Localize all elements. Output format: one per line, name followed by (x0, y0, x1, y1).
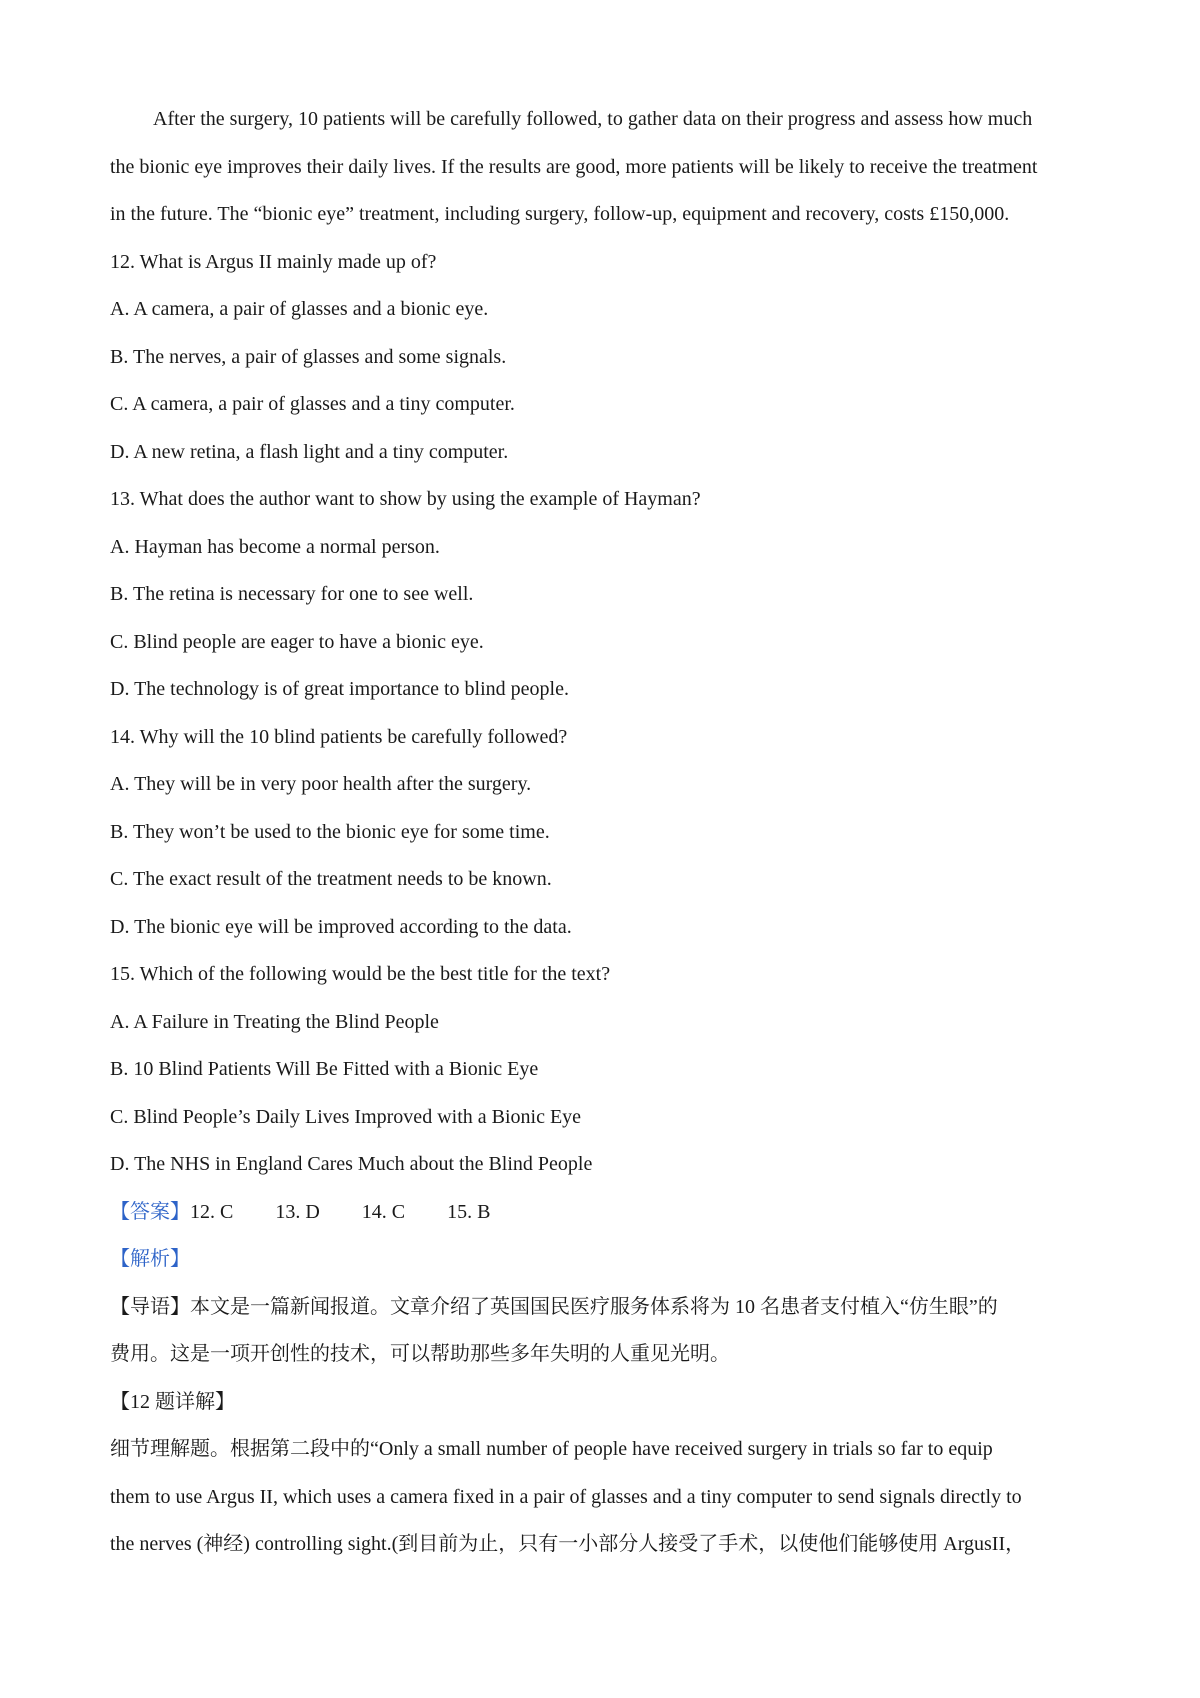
intro-line: 费用。这是一项开创性的技术，可以帮助那些多年失明的人重见光明。 (110, 1343, 730, 1365)
answer-12: 12. C (190, 1200, 234, 1223)
answer-14: 14. C (361, 1200, 406, 1223)
option-14-a: A. They will be in very poor health after the surgery. (110, 773, 532, 795)
option-15-b: B. 10 Blind Patients Will Be Fitted with a Bionic Eye (110, 1058, 539, 1080)
option-15-c: C. Blind People’s Daily Lives Improved with a Bionic Eye (110, 1105, 582, 1128)
option-13-c: C. Blind people are eager to have a bionic eye. (110, 630, 484, 653)
q12-detail-header: 【12 题详解】 (110, 1390, 235, 1413)
answer-row (110, 1189, 1100, 1237)
option-12-a: A. A camera, a pair of glasses and a bionic eye. (110, 298, 489, 320)
passage-line: in the future. The “bionic eye” treatment, including surgery, follow-up, equipment and recovery, costs £150,000. (110, 203, 1010, 225)
question-stem-14: 14. Why will the 10 blind patients be carefully followed? (110, 725, 568, 748)
option-14-c: C. The exact result of the treatment needs to be known. (110, 868, 552, 890)
option-12-d: D. A new retina, a flash light and a tiny computer. (110, 440, 509, 463)
passage-line: After the surgery, 10 patients will be carefully followed, to gather data on their progress and assess how much (153, 108, 1033, 130)
passage-line: the bionic eye improves their daily lives. If the results are good, more patients will be likely to receive the treatment (110, 155, 1038, 178)
question-stem-15: 15. Which of the following would be the best title for the text? (110, 963, 611, 985)
option-13-b: B. The retina is necessary for one to see well. (110, 583, 474, 605)
option-12-c: C. A camera, a pair of glasses and a tiny computer. (110, 393, 515, 415)
q12-detail-line: them to use Argus II, which uses a camera fixed in a pair of glasses and a tiny computer to send signals directly to (110, 1485, 1022, 1508)
option-12-b: B. The nerves, a pair of glasses and some signals. (110, 345, 507, 368)
intro-line: 【导语】本文是一篇新闻报道。文章介绍了英国国民医疗服务体系将为 10 名患者支付植入“仿生眼”的 (110, 1295, 998, 1318)
question-stem-12: 12. What is Argus II mainly made up of? (110, 250, 437, 273)
option-15-d: D. The NHS in England Cares Much about the Blind People (110, 1153, 593, 1175)
option-15-a: A. A Failure in Treating the Blind People (110, 1010, 439, 1033)
answer-15: 15. B (447, 1200, 491, 1223)
option-14-d: D. The bionic eye will be improved according to the data. (110, 915, 572, 938)
option-13-a: A. Hayman has become a normal person. (110, 535, 440, 558)
answer-13: 13. D (275, 1200, 320, 1223)
question-stem-13: 13. What does the author want to show by using the example of Hayman? (110, 488, 701, 510)
option-14-b: B. They won’t be used to the bionic eye for some time. (110, 820, 550, 843)
analysis-label: 【解析】 (110, 1248, 190, 1270)
answer-label: 【答案】 (110, 1200, 190, 1223)
q12-detail-line: 细节理解题。根据第二段中的“Only a small number of people have received surgery in trials so far to equip (110, 1438, 993, 1460)
document-page (110, 96, 1100, 1569)
q12-detail-line: the nerves (神经) controlling sight.(到目前为止，只有一小部分人接受了手术，以使他们能够使用 ArgusII， (110, 1533, 1026, 1555)
option-13-d: D. The technology is of great importance to blind people. (110, 678, 569, 700)
